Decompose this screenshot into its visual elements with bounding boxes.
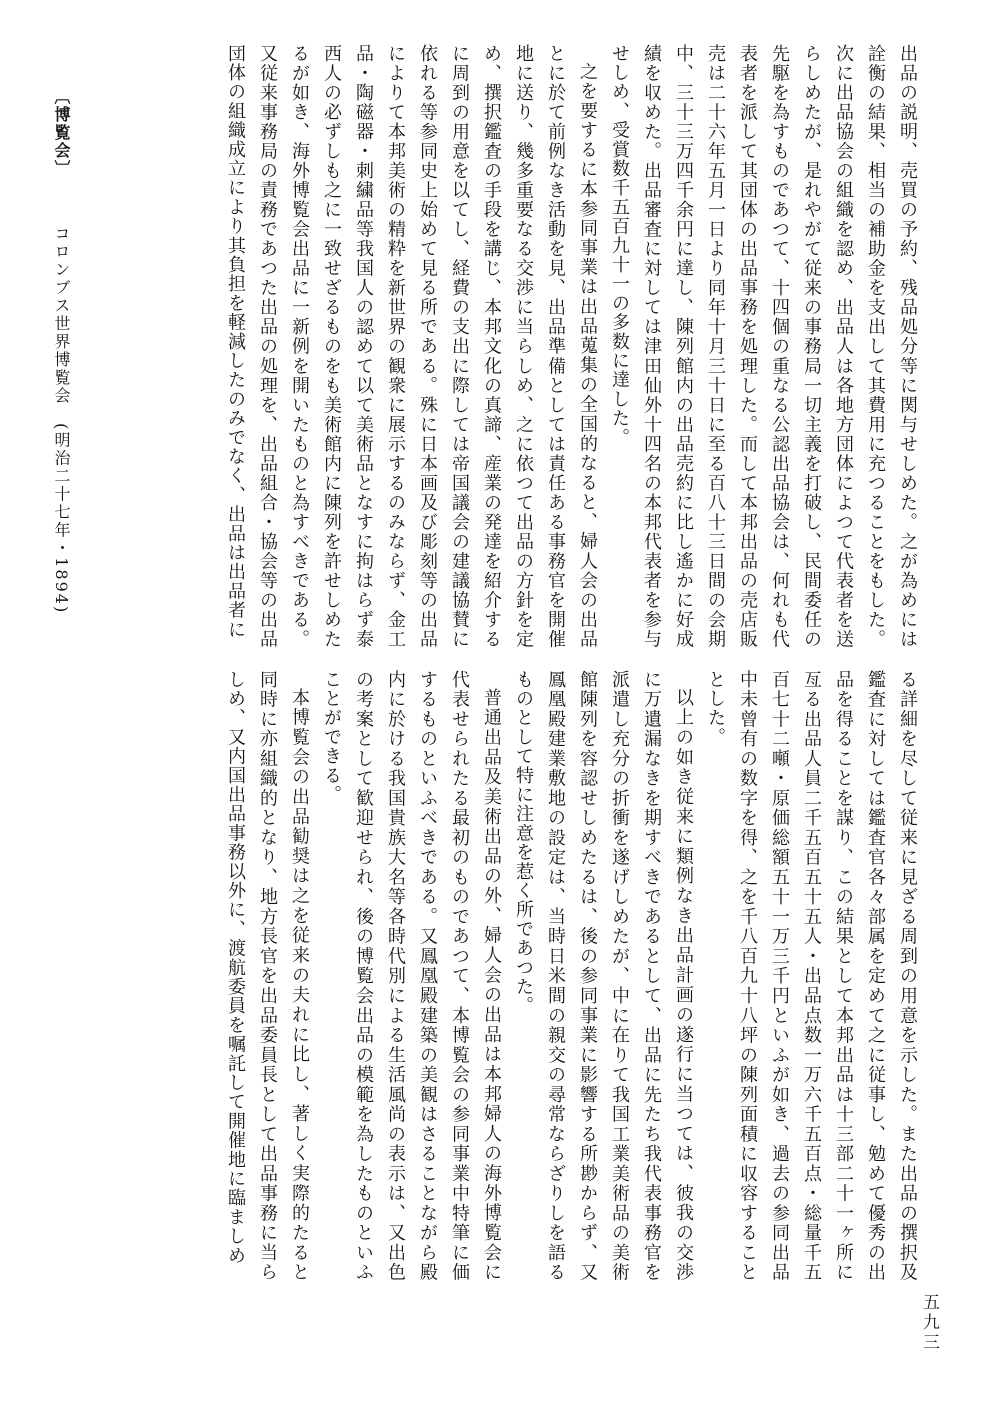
lower-text-block <box>153 670 923 1282</box>
paragraph: 之を要するに本参同事業は出品蒐集の全国的なると、婦人会の出品とに於て前例なき活動を見、出品準備としては責任ある事務官を開催地に送り、幾多重要なる交渉に当らしめ、之に依つて出品の方針を定め、撰択鑑査の手段を講じ、本邦文化の真諦、産業の発達を紹介するに周到の用意を以てし、経費の支出に際しては帝国議会の建議協賛に依れる等参同史上始めて見る所である。殊に日本画及び彫刻等の出品によりて本邦美術の精粋を新世界の観衆に展示するのみならず、金工品・陶磁器・刺繍品等我国人の認めて以て美術品となすに拘はらず泰西人の必ずしも之に一致せざるものをも美術館内に陳列を許せしめたるが如き、海外博覧会出品に一新例を開いたものと為すべきである。又従来事務局の責務であつた出品の処理を、出品組合・協会等の出品団体の組織成立により其負担を軽減したのみでなく、出品は出品者に <box>225 44 598 649</box>
paragraph: る詳細を尽して従来に見ざる周到の用意を示した。また出品の撰択及鑑査に対しては鑑査官各々部属を定めて之に従事し、勉めて優秀の出品を得ることを謀り、この結果として本邦出品は十三部二十一ヶ所に亙る出品人員二千五百五十五人・出品点数一万六千五百点・総量千五百七十二噸・原価総額五十一万三千円といふが如き、過去の参同出品中未曾有の数字を得、之を千八百九十八坪の陳列面積に収容することとした。 <box>705 670 918 1282</box>
running-title: コロンブス世界博覧会 (明治二十七年・1894) <box>52 225 71 615</box>
paragraph: 普通出品及美術出品の外、婦人会の出品は本邦婦人の海外博覧会に代表せられたる最初のものであつて、本博覧会の参同事業中特筆に価するものといふべきである。又鳳凰殿建築の美観はさることながら殿内に於ける我国貴族大名等各時代別による生活風尚の表示は、又出色の考案として歓迎せられ、後の博覧会出品の模範を為したものといふことができる。 <box>321 670 502 1282</box>
page-number: 五九三 <box>919 1293 939 1353</box>
paragraph: 以上の如き従来に類例なき出品計画の遂行に当つては、彼我の交渉に万遺漏なきを期すべきであるとして、出品に先たち我代表事務官を派遣し充分の折衝を遂げしめたが、中に在りて我国工業美術品の美術館陳列を容認せしめたるは、後の参同事業に影響する所尠からず、又鳳凰殿建業敷地の設定は、当時日米間の親交の尋常ならざりしを語るものとして特に注意を惹く所であつた。 <box>513 670 694 1282</box>
section-tag: 〔博覧会〕 <box>52 88 71 178</box>
upper-text-block <box>225 44 923 649</box>
paragraph: 出品の説明、売買の予約、残品処分等に関与せしめた。之が為めには詮衡の結果、相当の補助金を支出して其費用に充つることをもした。次に出品協会の組織を認め、出品人は各地方団体によつて代表者を送らしめたが、是れやがて従来の事務局一切主義を打破し、民間委任の先駆を為すものであつて、十四個の重なる公認出品協会は、何れも代表者を派して其団体の出品事務を処理した。而して本邦出品の売店販売は二十六年五月一日より同年十月三十日に至る百八十三日間の会期中、三十三万四千余円に達し、陳列館内の出品売約に比し遙かに好成績を収めた。出品審査に対しては津田仙外十四名の本邦代表者を参与せしめ、受賞数千五百九十一の多数に達した。 <box>609 44 918 649</box>
paragraph: 本博覧会の出品勧奨は之を従来の夫れに比し、著しく実際的たると同時に亦組織的となり、地方長官を出品委員長として出品事務に当らしめ、又内国出品事務以外に、渡航委員を嘱託して開催地に臨ましめ <box>225 670 310 1282</box>
